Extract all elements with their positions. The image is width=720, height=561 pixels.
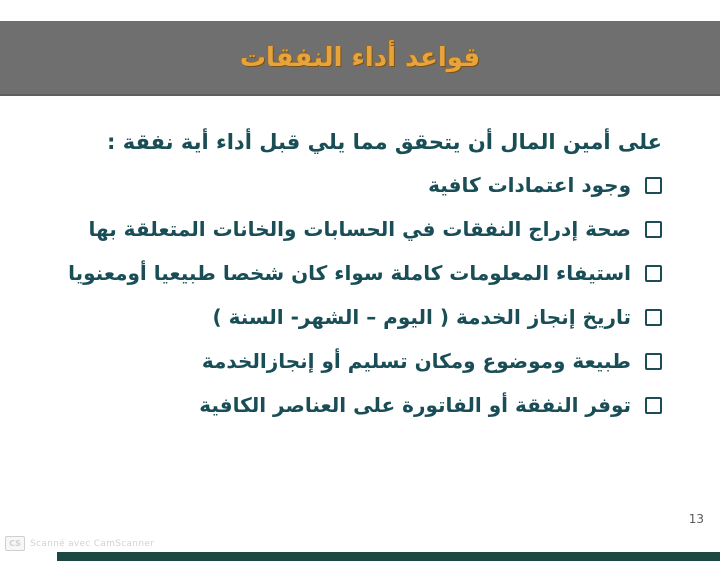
list-item-text: تاريخ إنجاز الخدمة ( اليوم – الشهر- السنة ) [212,305,631,329]
list-item [40,172,662,199]
list-item-text: صحة إدراج النفقات في الحسابات والخانات المتعلقة بها [88,217,631,241]
list-item [40,392,662,419]
list-item-text: طبيعة وموضوع ومكان تسليم أو إنجازالخدمة [201,349,631,373]
square-bullet-icon [645,397,662,414]
list-item-text: توفر النفقة أو الفاتورة على العناصر الكافية [199,393,631,417]
square-bullet-icon [645,221,662,238]
list-item [40,304,662,331]
list-item-text: وجود اعتمادات كافية [428,173,631,197]
square-bullet-icon [645,309,662,326]
camscanner-icon: CS [5,536,25,551]
list-item [40,216,662,243]
checklist [40,172,662,419]
square-bullet-icon [645,177,662,194]
page-number: 13 [688,512,704,526]
square-bullet-icon [645,265,662,282]
watermark-text: Scanné avec CamScanner [30,538,155,549]
list-item [40,348,662,375]
slide-header-band [0,21,720,96]
list-item [40,260,662,287]
slide-body [40,130,662,436]
square-bullet-icon [645,353,662,370]
camscanner-watermark [5,536,154,551]
intro-line: على أمين المال أن يتحقق مما يلي قبل أداء أية نفقة : [107,130,662,154]
list-item-text: استيفاء المعلومات كاملة سواء كان شخصا طبيعيا أومعنويا [68,261,631,285]
footer-accent-band [57,552,720,561]
slide-title: قواعد أداء النفقات [239,42,481,73]
